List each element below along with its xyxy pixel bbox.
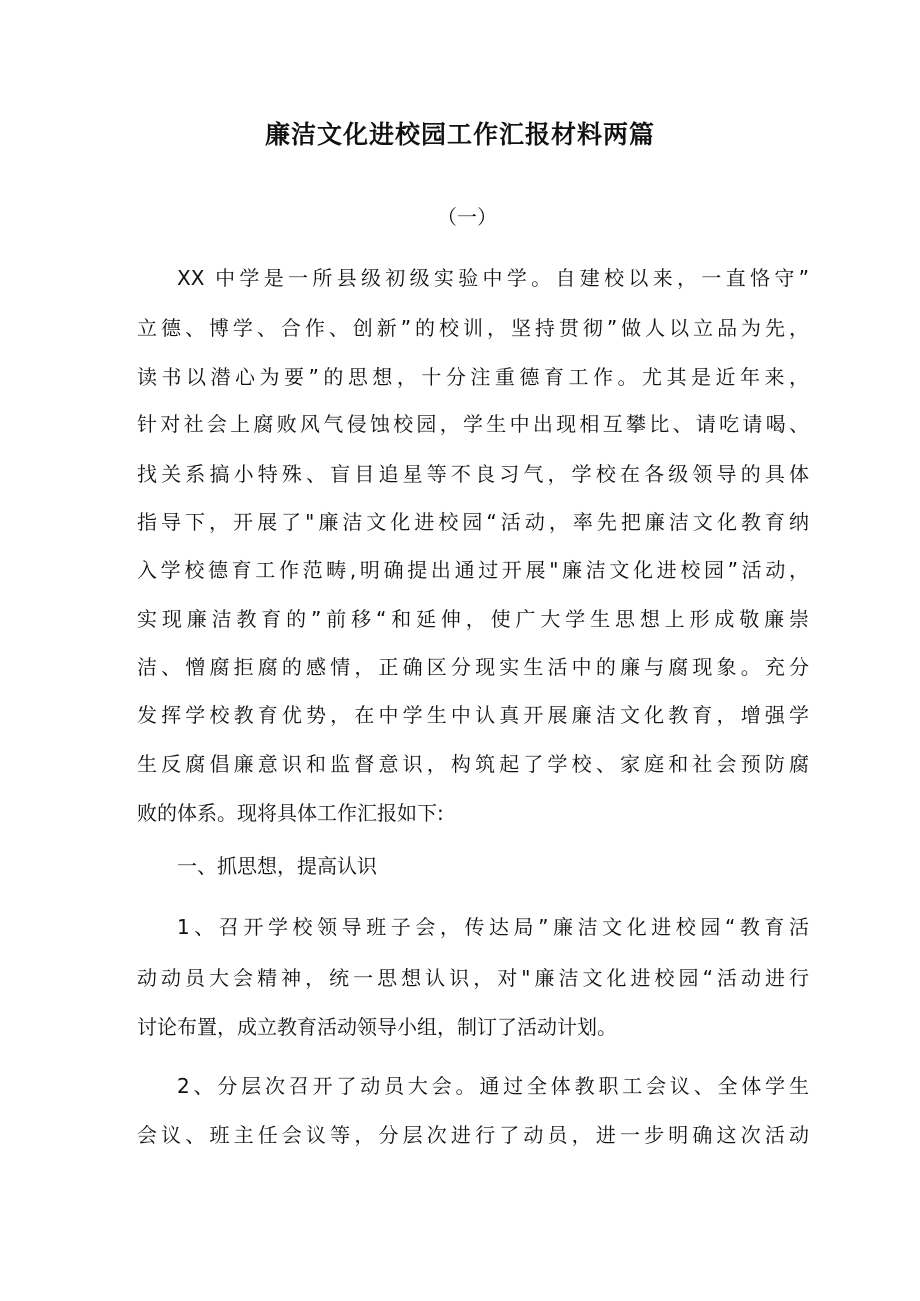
section-heading: 一、抓思想，提高认识: [177, 854, 377, 878]
paragraph-line: 针对社会上腐败风气侵蚀校园，学生中出现相互攀比、请吃请喝、: [137, 412, 809, 436]
paragraph-line: 讨论布置，成立教育活动领导小组，制订了活动计划。: [137, 1015, 617, 1039]
paragraph-line: 生反腐倡廉意识和监督意识，构筑起了学校、家庭和社会预防腐: [137, 752, 809, 776]
paragraph-line: XX 中学是一所县级初级实验中学。自建校以来，一直恪守”: [177, 266, 809, 290]
paragraph-line: 找关系搞小特殊、盲目追星等不良习气，学校在各级领导的具体: [137, 462, 809, 486]
paragraph-line: 2、分层次召开了动员大会。通过全体教职工会议、全体学生: [177, 1074, 809, 1098]
document-title: 廉洁文化进校园工作汇报材料两篇: [264, 120, 655, 149]
paragraph-line: 动动员大会精神，统一思想认识，对"廉洁文化进校园“活动进行: [137, 966, 809, 990]
paragraph-line: 1、召开学校领导班子会，传达局”廉洁文化进校园“教育活: [177, 915, 809, 939]
paragraph-line: 立德、博学、合作、创新”的校训，坚持贯彻”做人以立品为先，: [137, 316, 809, 340]
paragraph-line: 洁、憎腐拒腐的感情，正确区分现实生活中的廉与腐现象。充分: [137, 655, 809, 679]
paragraph-line: 实现廉洁教育的”前移“和延伸，使广大学生思想上形成敬廉崇: [137, 607, 809, 631]
paragraph-line: 入学校德育工作范畴,明确提出通过开展"廉洁文化进校园”活动，: [137, 558, 809, 582]
paragraph-line: 败的体系。现将具体工作汇报如下:: [137, 801, 444, 825]
paragraph-line: 读书以潜心为要”的思想，十分注重德育工作。尤其是近年来，: [137, 365, 809, 389]
section-number: （一）: [437, 205, 497, 229]
paragraph-line: 会议、班主任会议等，分层次进行了动员，进一步明确这次活动: [137, 1123, 809, 1147]
paragraph-line: 指导下，开展了"廉洁文化进校园“活动，率先把廉洁文化教育纳: [137, 510, 809, 534]
paragraph-line: 发挥学校教育优势，在中学生中认真开展廉洁文化教育，增强学: [137, 703, 809, 727]
